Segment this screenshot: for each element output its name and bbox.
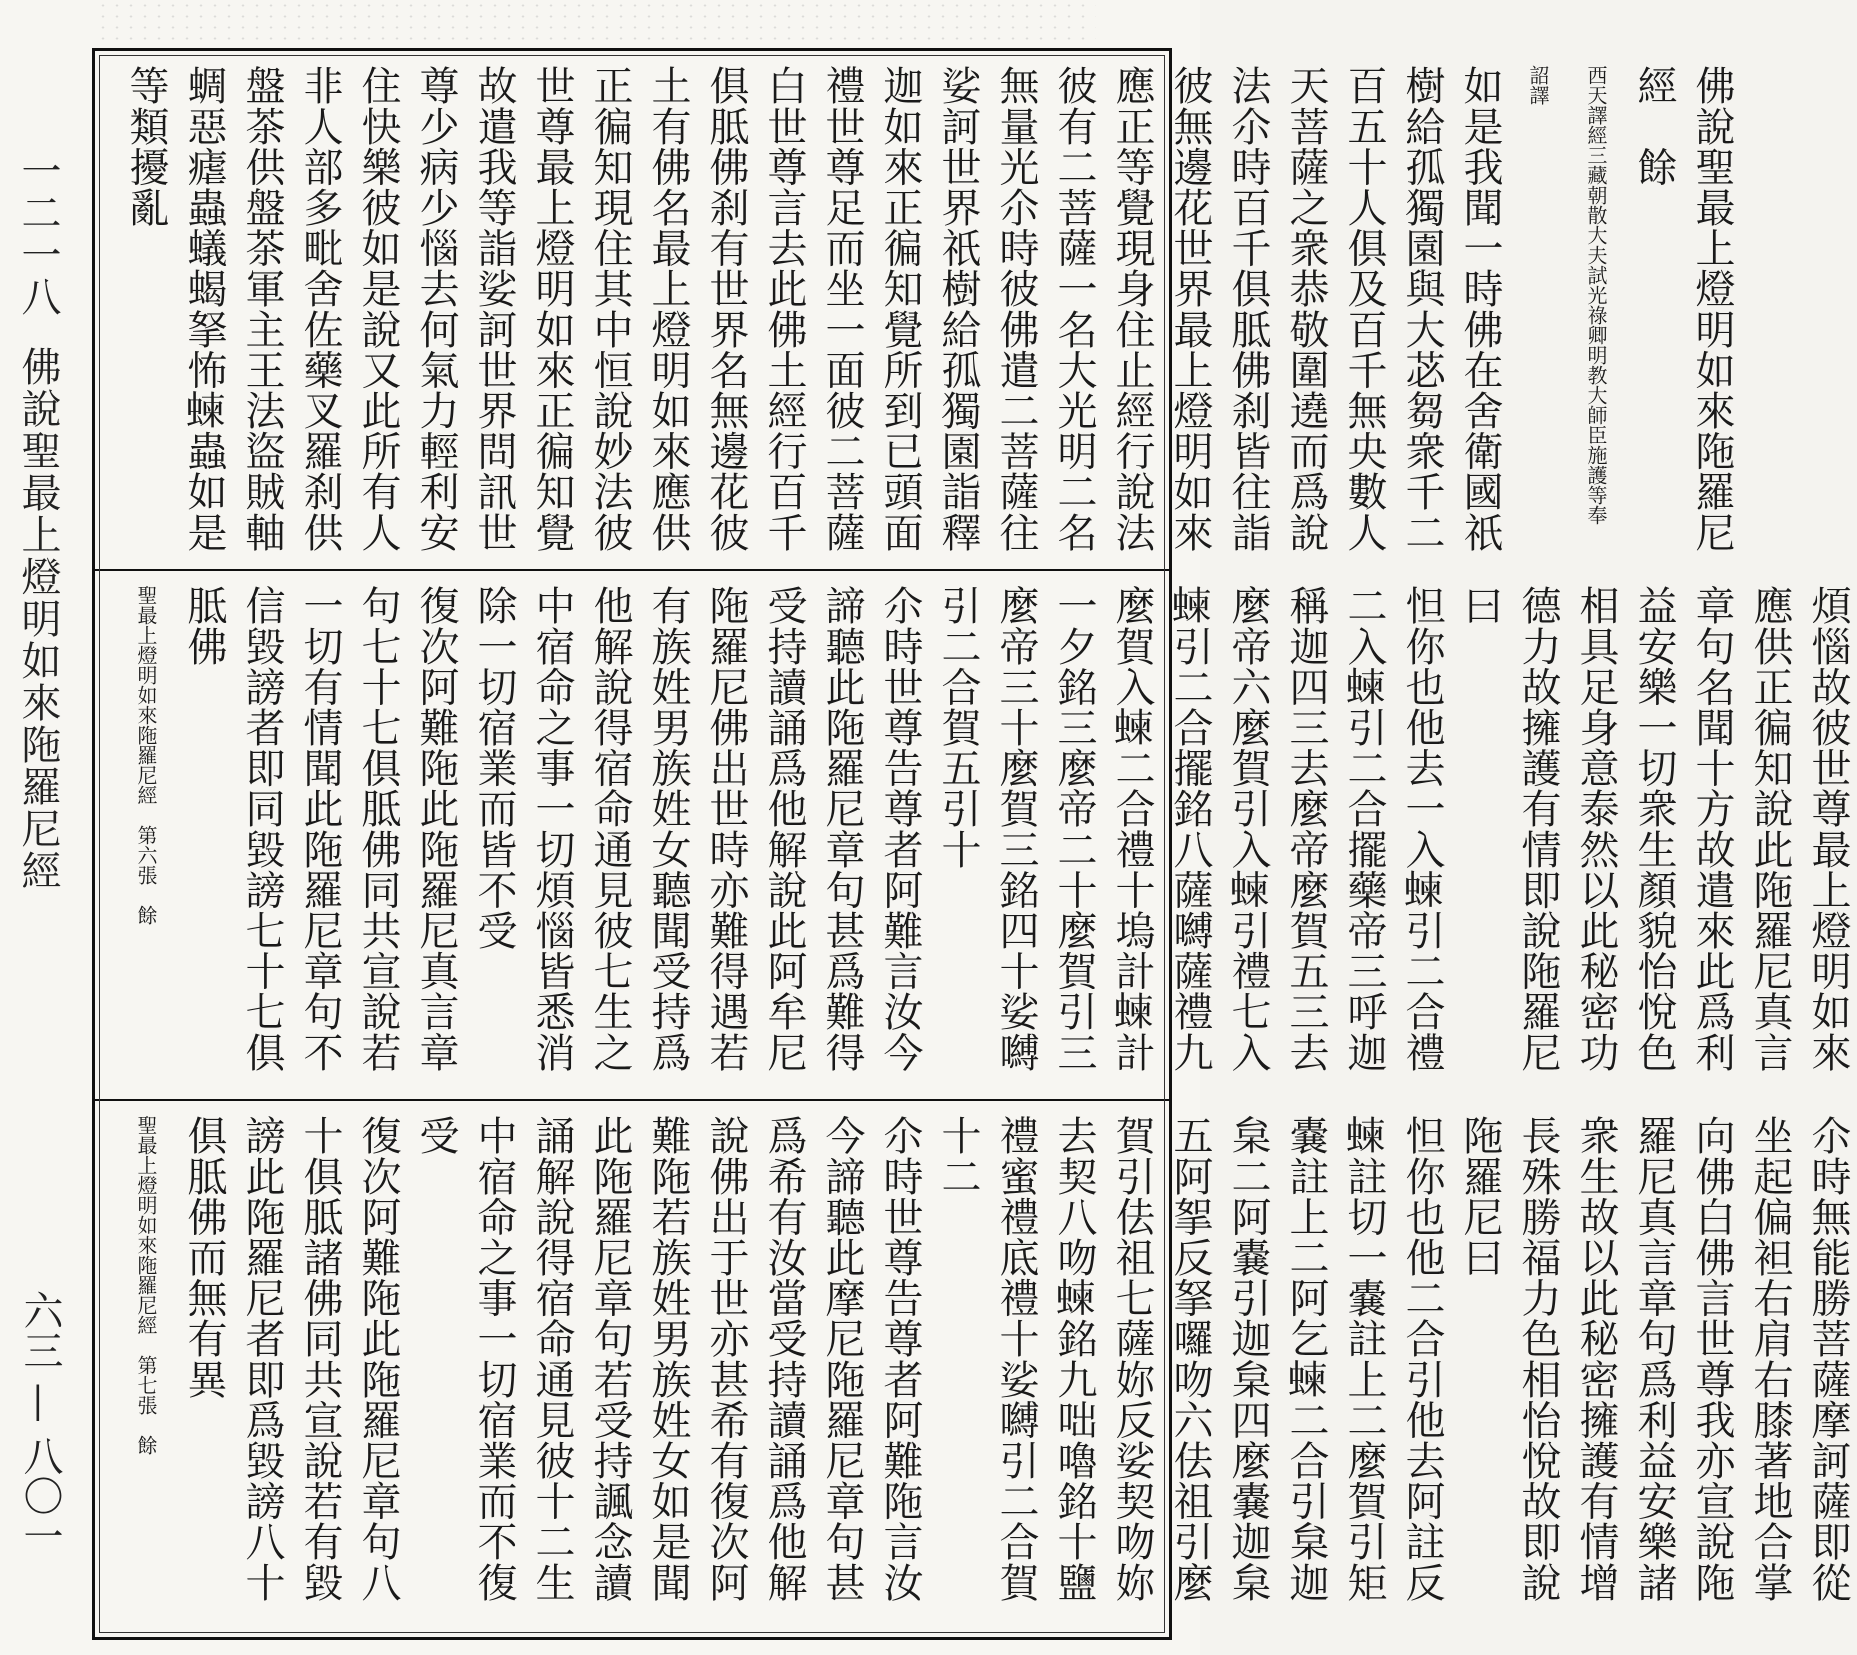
register-top: [95, 51, 1735, 569]
register-middle-text: [117, 585, 1857, 1087]
sutra-title-margin: 佛說聖最上燈明如來陁羅尼經: [15, 346, 61, 892]
register-bottom-body: 尒時無能勝菩薩摩訶薩即從坐起偏袒右肩右膝著地合掌向佛白佛言世尊我亦宣說陁羅尼真言章句爲利益安樂諸衆生故以此秘密擁護有情增長殊勝福力色相怡悅故即說陁羅尼曰 怛你也他二合引他去阿註反𧍴註切一嚢註上二麼賀引矩嚢註上二阿乞𧍴二合引枲迦枲二阿嚢引迦枲四麼嚢迦枲五阿挐反拏囉吻六佉祖引麼賀引佉祖七薩妳反娑契吻妳去契八吻𧍴銘九咄嚕銘十鹽禮蜜禮底禮十娑嚩引二合賀十二 尒時世尊告尊者阿難陁言汝今諦聽此摩尼陁羅尼章句甚爲希有汝當受持讀誦爲他解說佛出于世亦甚希有復次阿難陁若族姓男族姓女如是聞此陁羅尼章句若受持諷念讀誦解說得宿命通見彼十二生中宿命之事一切宿業而不復受 復次阿難陁此陁羅尼章句八十俱胝諸佛同共宣說若有毀謗此陁羅尼者即爲毀謗八十俱胝佛而無有異: [181, 1115, 1851, 1603]
sutra-title: 佛說聖最上燈明如來陁羅尼經: [1631, 65, 1735, 553]
register-middle-end-note: 聖最上燈明如來陁羅尼經 第六張 餘: [134, 585, 158, 925]
page-number: 六三 — 八〇一: [17, 1290, 63, 1556]
register-middle: [95, 569, 1851, 1099]
translator-note: 西天譯經三藏朝散大夫試光祿卿明教大師臣施護等奉 詔譯: [1526, 65, 1608, 545]
text-frame: [92, 48, 1851, 1640]
scan-noise: [96, 0, 1096, 44]
register-top-text: [117, 65, 1741, 557]
side-caption: [15, 150, 61, 892]
register-bottom-end-note: 聖最上燈明如來陁羅尼經 第七張 餘: [134, 1115, 158, 1455]
register-top-body: 如是我聞一時佛在舍衛國祇樹給孤獨園與大苾芻衆千二百五十人俱及百千無央數人天菩薩之衆恭敬圍遶而爲說法尒時百千俱胝佛刹皆往詣彼無邊花世界最上燈明如來應正等覺現身住止經行說法彼有二菩薩一名大光明二名無量光尒時彼佛遣二菩薩往娑訶世界祇樹給孤獨園詣釋迦如來正徧知覺所到已頭面禮世尊足而坐一面彼二菩薩白世尊言去此佛土經行百千俱胝佛刹有世界名無邊花彼土有佛名最上燈明如來應供正徧知現住其中恒說妙法彼世尊最上燈明如來正徧知覺故遣我等詣娑訶世界問訊世尊少病少惱去何氣力輕利安住快樂彼如是說又此所有人非人部多毗舍佐藥叉羅刹供盤茶供盤茶軍主王法盜賊軸蜩惡瘧蟲蟻蝎拏怖𧍴蟲如是等類擾亂: [123, 65, 1503, 553]
register-bottom: [95, 1099, 1851, 1643]
register-middle-body: 煩惱故彼世尊最上燈明如來應供正徧知說此陁羅尼真言章句名聞十方故遣來此爲利益安樂一切衆生顏貌怡悅色相具足身意泰然以此秘密功德力故擁護有情即說陁羅尼曰 怛你也他去一入𧍴引二合禮二入𧍴引二合擺藥帝三呼迦稱迦四三去麼帝麼賀五三去麼帝六麼賀引入𧍴引禮七入𧍴引二合擺銘八薩嚩薩禮九麼賀入𧍴二合禮十塢計𧍴計一夕銘三麼帝二十麼賀引三麼帝三十麼賀三銘四十娑嚩引二合賀五引十 尒時世尊告尊者阿難言汝今諦聽此陁羅尼章句甚爲難得受持讀誦爲他解說此阿牟尼陁羅尼佛出世時亦難得遇若有族姓男族姓女聽聞受持爲他解說得宿命通見彼七生之中宿命之事一切煩惱皆悉消除一切宿業而皆不受 復次阿難陁此陁羅尼真言章句七十七俱胝佛同共宣說若一切有情聞此陁羅尼章句不信毀謗者即同毀謗七十七俱胝佛: [181, 585, 1851, 1073]
volume-number: 一二一八: [15, 150, 61, 318]
title-mark: 餘: [1631, 146, 1677, 187]
register-bottom-text: [117, 1115, 1857, 1631]
